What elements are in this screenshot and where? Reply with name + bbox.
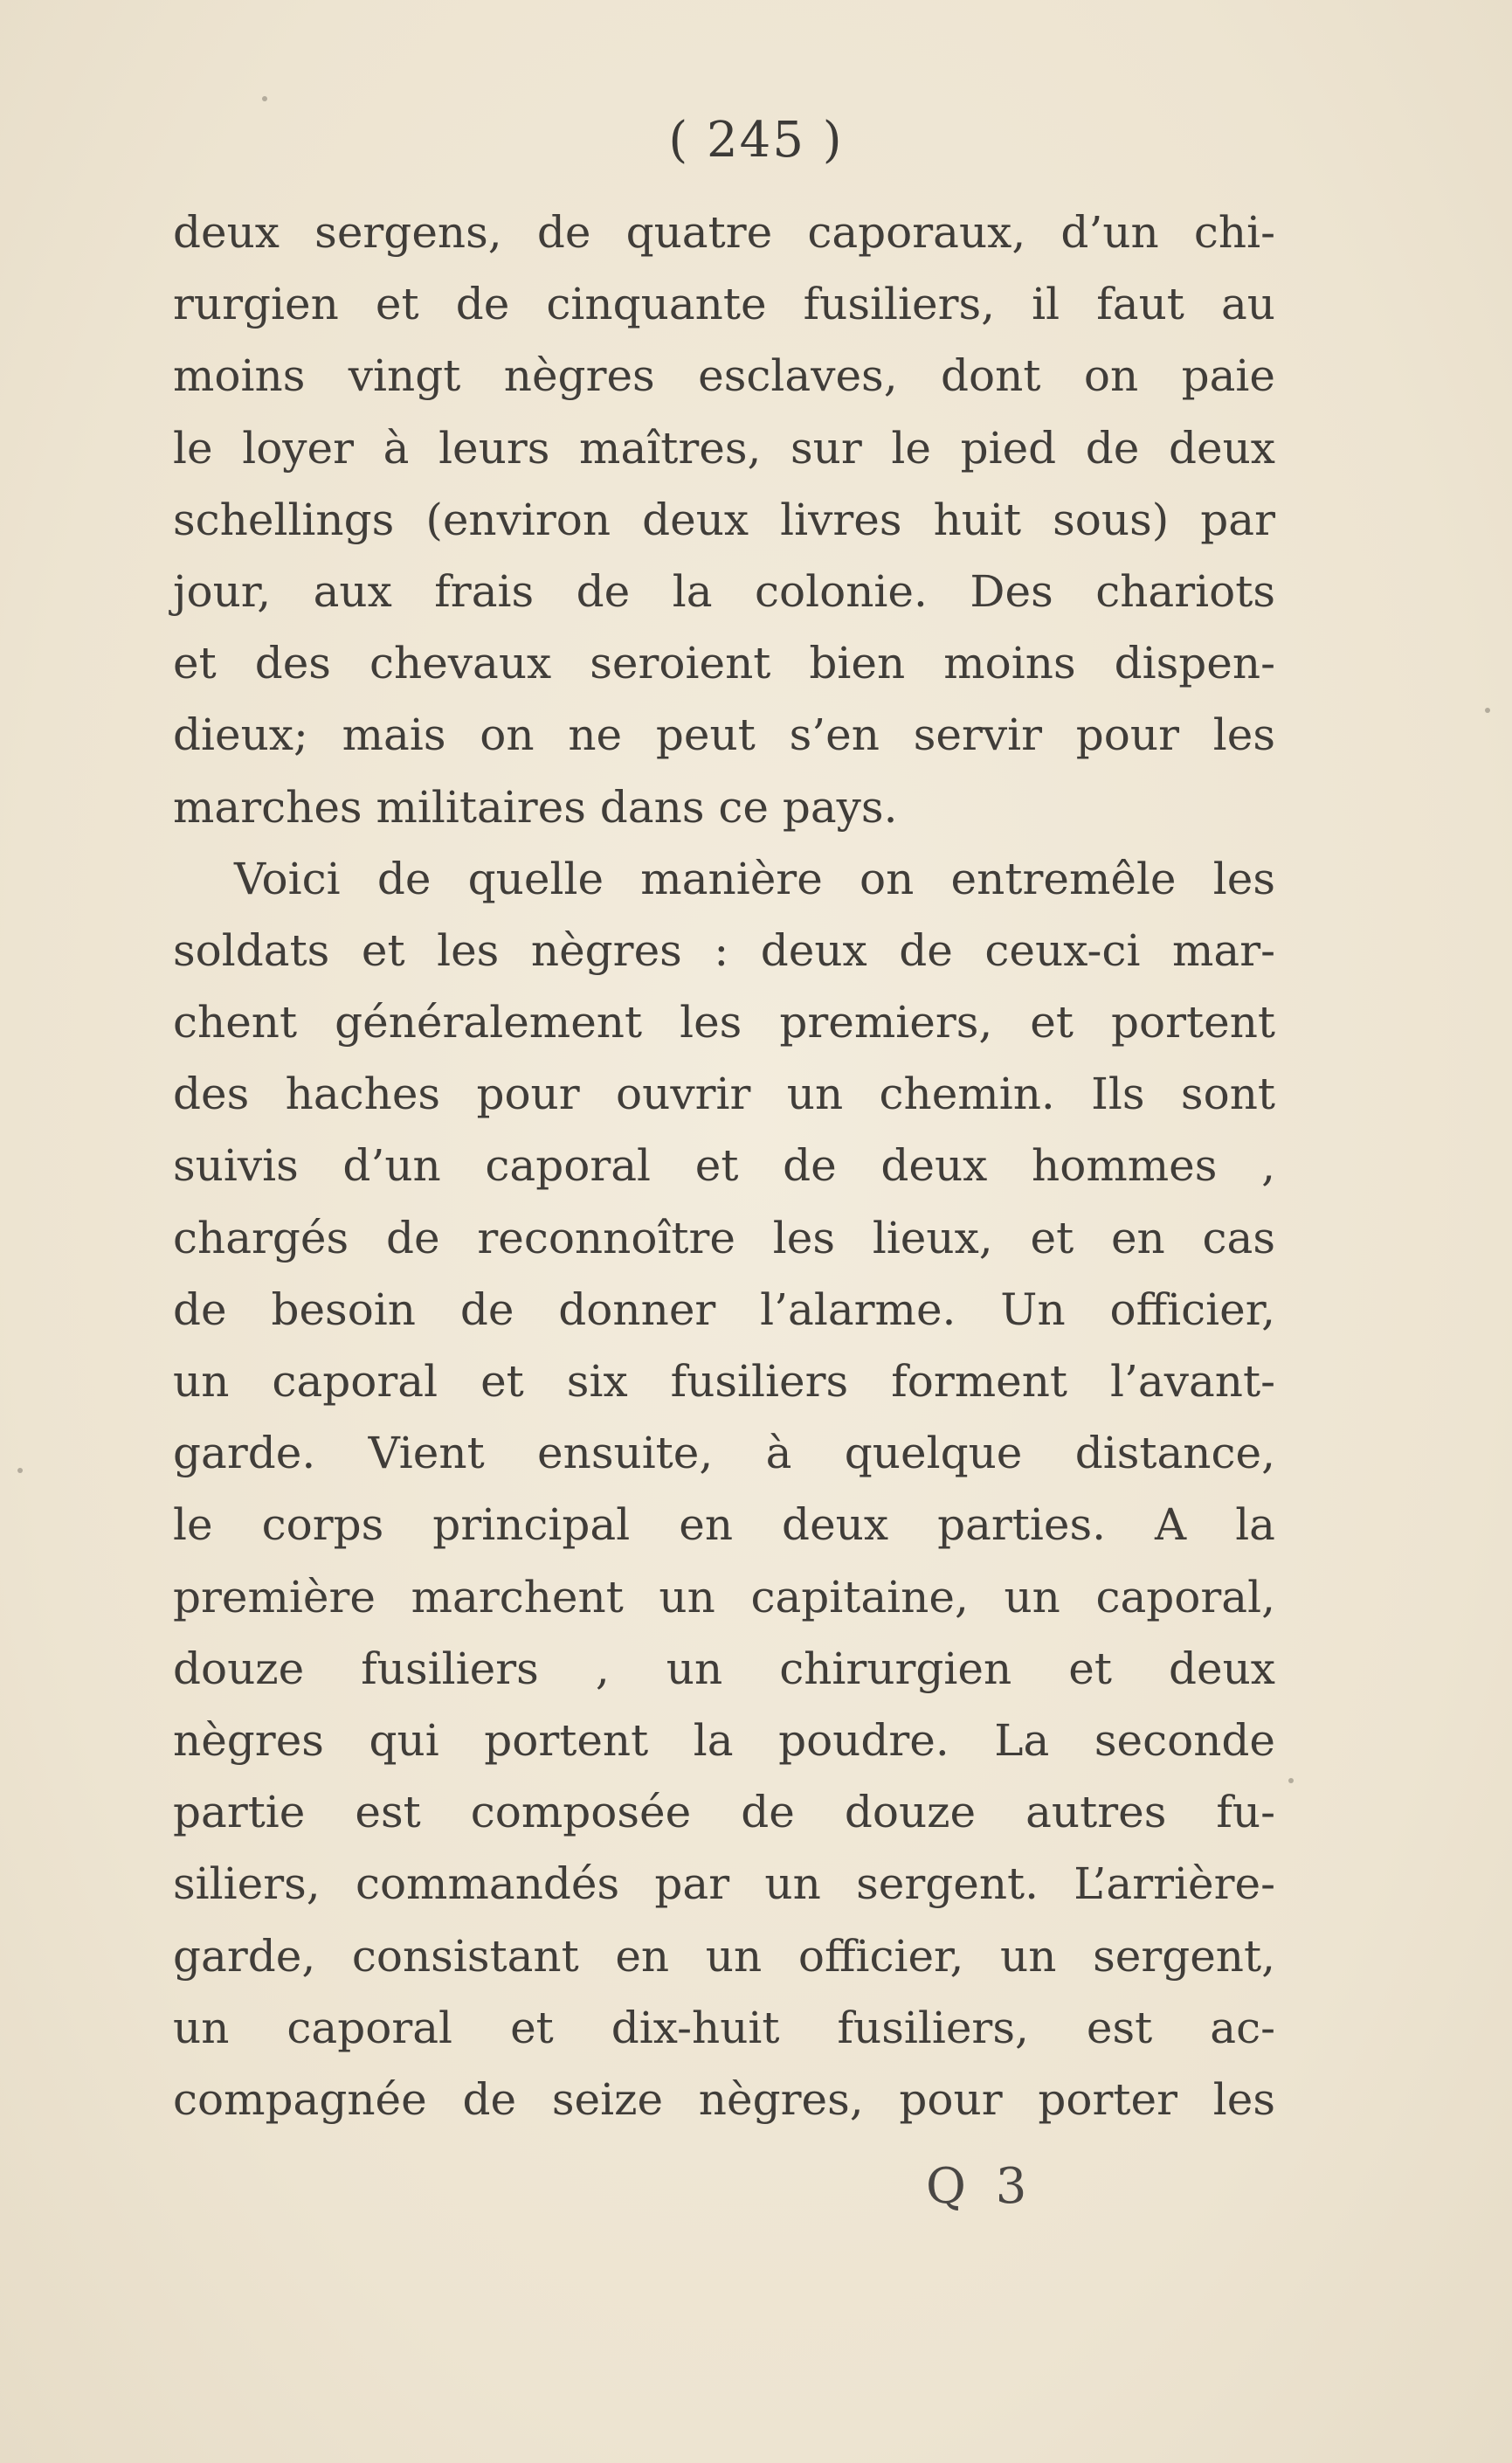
text-line: jour, aux frais de la colonie. Des chariots — [173, 565, 1275, 617]
text-line: partie est composée de douze autres fu- — [173, 1787, 1275, 1838]
text-line: compagnée de seize nègres, pour porter les — [173, 2073, 1275, 2125]
text-line: de besoin de donner l’alarme. Un officier, — [173, 1283, 1275, 1335]
text-line: des haches pour ouvrir un chemin. Ils sont — [173, 1069, 1275, 1120]
text-line: douze fusiliers , un chirurgien et deux — [173, 1643, 1275, 1694]
text-line: garde. Vient ensuite, à quelque distance, — [173, 1428, 1275, 1479]
text-line: moins vingt nègres esclaves, dont on paie — [173, 350, 1275, 402]
text-line: deux sergens, de quatre caporaux, d’un chi- — [173, 207, 1275, 258]
text-line: nègres qui portent la poudre. La seconde — [173, 1714, 1275, 1766]
text-line: et des chevaux seroient bien moins dispen- — [173, 638, 1275, 689]
page-number: ( 245 ) — [668, 112, 844, 169]
text-line: suivis d’un caporal et de deux hommes , — [173, 1140, 1275, 1192]
paragraph-end-line: marches militaires dans ce pays. — [173, 781, 898, 833]
text-line: garde, consistant en un officier, un sergent, — [173, 1930, 1275, 1982]
paper-speck — [1288, 1778, 1294, 1783]
text-line: un caporal et six fusiliers forment l’avant- — [173, 1356, 1275, 1407]
text-line: dieux; mais on ne peut s’en servir pour les — [173, 709, 1275, 761]
text-line: siliers, commandés par un sergent. L’arrière- — [173, 1858, 1275, 1910]
paper-speck — [17, 1468, 23, 1473]
signature-mark: Q 3 — [926, 2158, 1034, 2215]
text-line: première marchent un capitaine, un caporal, — [173, 1571, 1275, 1622]
text-line: rurgien et de cinquante fusiliers, il faut au — [173, 279, 1275, 330]
paper-speck — [262, 96, 267, 101]
text-line: schellings (environ deux livres huit sous) par — [173, 494, 1275, 545]
text-line: chent généralement les premiers, et portent — [173, 997, 1275, 1048]
paragraph-start-line: Voici de quelle manière on entremêle les — [234, 853, 1275, 904]
text-line: le corps principal en deux parties. A la — [173, 1499, 1275, 1551]
paper-speck — [1485, 708, 1490, 713]
body-text — [173, 197, 1275, 2135]
text-line: le loyer à leurs maîtres, sur le pied de deux — [173, 422, 1275, 474]
text-line: un caporal et dix-huit fusiliers, est ac- — [173, 2002, 1275, 2053]
text-line: chargés de reconnoître les lieux, et en cas — [173, 1212, 1275, 1263]
text-line: soldats et les nègres : deux de ceux-ci mar- — [173, 924, 1275, 976]
